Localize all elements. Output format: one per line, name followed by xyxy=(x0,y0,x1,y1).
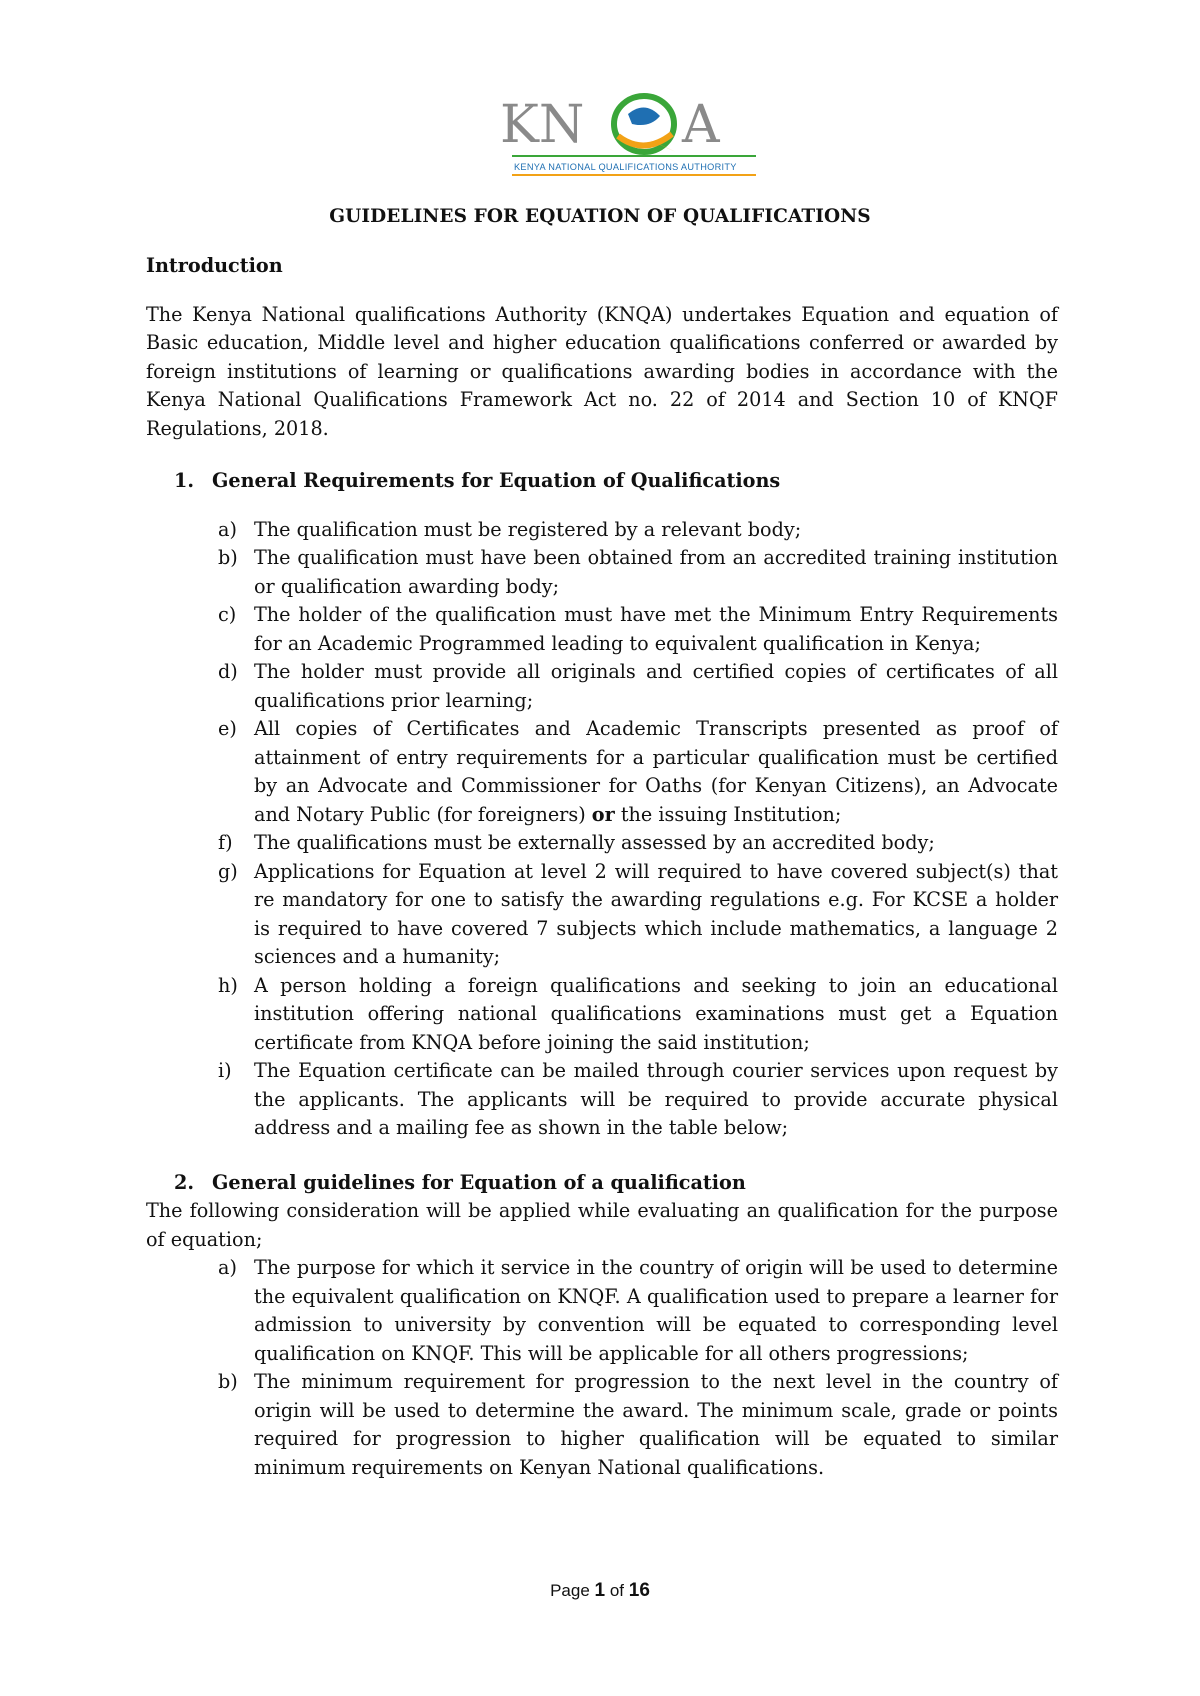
section2-number: 2. xyxy=(174,1170,195,1194)
list-item: a) The purpose for which it service in the country of origin will be used to determine the equivalent qualification on KNQF. A qualification used to prepare a learner for admission to university by convention will be equated to corresponding level qualification on KNQF. This will be applicable for all others progressions; xyxy=(218,1256,1058,1365)
page-footer xyxy=(0,1580,1200,1602)
logo-globe-icon xyxy=(628,107,660,125)
intro-heading: Introduction xyxy=(146,254,283,277)
document-body xyxy=(146,252,1058,1482)
page-number: 1 xyxy=(594,1580,606,1601)
bold-or: or xyxy=(591,802,615,826)
page-word: Page xyxy=(550,1581,590,1600)
knqa-logo xyxy=(500,88,780,188)
section1-heading xyxy=(146,467,1058,496)
list-item: e) All copies of Certificates and Academic Transcripts presented as proof of attainment of entry requirements for a particular qualification must be certified by an Advocate and Commissioner for Oaths (for Kenyan Citizens), an Advocate and Notary Public (for foreigners) or the issuing Institution; xyxy=(218,717,1058,826)
logo-subtitle: KENYA NATIONAL QUALIFICATIONS AUTHORITY xyxy=(514,162,737,172)
list-item: h) A person holding a foreign qualifications and seeking to join an educational institution offering national qualifications examinations must get a Equation certificate from KNQA before joining the said institution; xyxy=(218,973,1058,1054)
page-total: 16 xyxy=(628,1580,650,1601)
section2-heading xyxy=(146,1169,1058,1198)
section1-number: 1. xyxy=(174,469,195,492)
section2-list xyxy=(146,1254,1058,1482)
logo-text-left: KN xyxy=(500,95,585,155)
intro-paragraph: The Kenya National qualifications Authority (KNQA) undertakes Equation and equation of Basic education, Middle level and higher education qualifications conferred or awarded by foreign institutions of learning or qualifications awarding bodies in accordance with the Kenya National Qualifications Framework Act no. 22 of 2014 and Section 10 of KNQF Regulations, 2018. xyxy=(146,302,1058,440)
section2-lead: The following consideration will be applied while evaluating an qualification for the purpose of equation; xyxy=(146,1199,1058,1251)
list-item: c) The holder of the qualification must have met the Minimum Entry Requirements for an Academic Programmed leading to equivalent qualification in Kenya; xyxy=(218,603,1058,655)
section2-title: General guidelines for Equation of a qualification xyxy=(212,1170,746,1194)
list-item: i) The Equation certificate can be mailed through courier services upon request by the applicants. The applicants will be required to provide accurate physical address and a mailing fee as shown in the table below; xyxy=(218,1059,1058,1139)
section1-list xyxy=(146,516,1058,1143)
list-item: f) The qualifications must be externally assessed by an accredited body; xyxy=(218,831,935,854)
document-title: GUIDELINES FOR EQUATION OF QUALIFICATIONS xyxy=(329,206,871,227)
list-item: a) The qualification must be registered by a relevant body; xyxy=(218,517,802,541)
of-word: of xyxy=(609,1581,625,1600)
logo-text-right: A xyxy=(682,95,720,155)
list-item: d) The holder must provide all originals and certified copies of certificates of all qualifications prior learning; xyxy=(218,660,1058,712)
list-item: g) Applications for Equation at level 2 will required to have covered subject(s) that re mandatory for one to satisfy the awarding regulations e.g. For KCSE a holder is required to have covered 7 subjects which include mathematics, a language 2 sciences and a humanity; xyxy=(218,859,1058,968)
list-item: b) The minimum requirement for progression to the next level in the country of origin will be used to determine the award. The minimum scale, grade or points required for progression to higher qualification will be equated to similar minimum requirements on Kenyan National qualifications. xyxy=(218,1370,1058,1479)
section1-title: General Requirements for Equation of Qualifications xyxy=(212,469,781,492)
list-item: b) The qualification must have been obtained from an accredited training institution or qualification awarding body; xyxy=(218,546,1058,598)
